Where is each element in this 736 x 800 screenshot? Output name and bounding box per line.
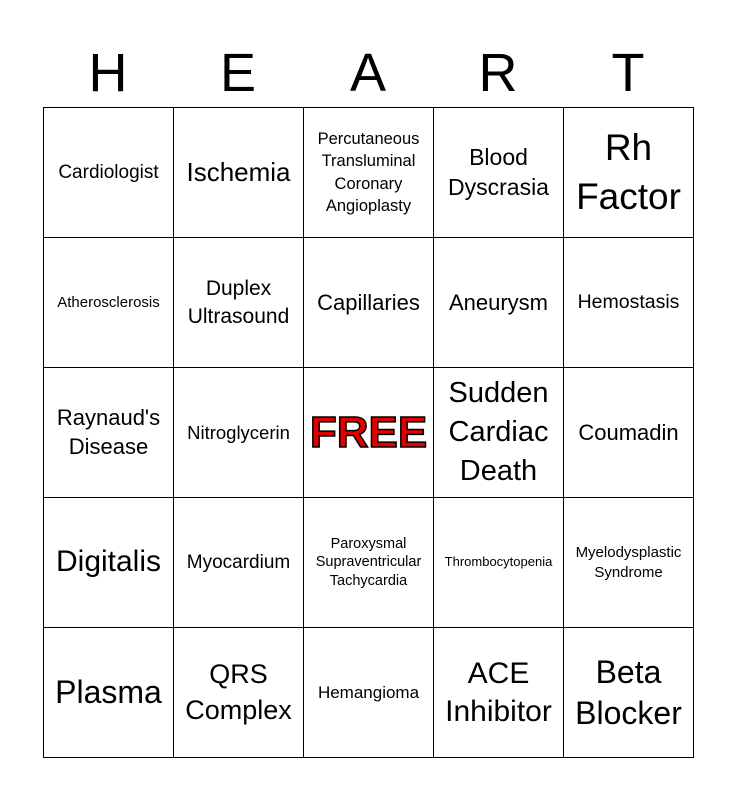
free-space-cell[interactable] — [304, 368, 434, 498]
bingo-cell[interactable] — [564, 238, 694, 368]
cell-term: QRS Complex — [185, 659, 292, 725]
cell-term: Atherosclerosis — [57, 293, 160, 311]
bingo-cell[interactable] — [434, 108, 564, 238]
bingo-cell[interactable] — [304, 238, 434, 368]
cell-term: Ischemia — [186, 156, 291, 187]
header-letter-a: A — [349, 43, 387, 103]
cell-term: Raynaud's Disease — [56, 404, 161, 459]
bingo-cell[interactable] — [174, 238, 304, 368]
bingo-cell[interactable] — [44, 108, 174, 238]
bingo-cell[interactable] — [434, 628, 564, 758]
bingo-header — [43, 42, 693, 104]
cell-term: Duplex Ultrasound — [187, 277, 290, 328]
cell-term: Coumadin — [578, 419, 679, 445]
bingo-cell[interactable] — [564, 108, 694, 238]
cell-term: Sudden Cardiac Death — [448, 377, 549, 487]
bingo-cell[interactable] — [304, 628, 434, 758]
bingo-cell[interactable] — [434, 498, 564, 628]
cell-term: Paroxysmal Supraventricular Tachycardia — [315, 535, 422, 589]
bingo-cell[interactable] — [434, 368, 564, 498]
bingo-cell[interactable] — [44, 368, 174, 498]
cell-term: Beta Blocker — [575, 653, 682, 731]
bingo-cell[interactable] — [174, 368, 304, 498]
cell-term: Myelodysplastic Syndrome — [575, 544, 682, 581]
bingo-cell[interactable] — [564, 628, 694, 758]
bingo-cell[interactable] — [44, 628, 174, 758]
bingo-grid — [43, 107, 694, 758]
bingo-cell[interactable] — [564, 368, 694, 498]
header-letter-e: E — [219, 43, 257, 103]
header-letter-r: R — [478, 43, 518, 103]
bingo-cell[interactable] — [434, 238, 564, 368]
cell-term: Capillaries — [317, 289, 420, 315]
cell-term: Cardiologist — [58, 161, 159, 183]
cell-term: Plasma — [55, 674, 162, 711]
cell-term: Rh Factor — [576, 127, 681, 217]
header-letter-h: H — [88, 43, 128, 103]
cell-term: Myocardium — [186, 551, 291, 573]
bingo-cell[interactable] — [174, 628, 304, 758]
cell-term: Hemostasis — [577, 291, 680, 314]
cell-term: Digitalis — [55, 545, 162, 579]
cell-term: Nitroglycerin — [187, 421, 290, 443]
bingo-cell[interactable] — [44, 238, 174, 368]
bingo-cell[interactable] — [174, 108, 304, 238]
cell-term: Blood Dyscrasia — [448, 144, 549, 200]
bingo-cell[interactable] — [564, 498, 694, 628]
cell-term: Percutaneous Transluminal Coronary Angioplasty — [317, 129, 420, 215]
bingo-cell[interactable] — [304, 108, 434, 238]
cell-term: Thrombocytopenia — [444, 554, 553, 570]
bingo-cell[interactable] — [304, 498, 434, 628]
cell-term: Hemangioma — [317, 682, 420, 702]
cell-term: Aneurysm — [448, 289, 549, 315]
header-letter-t: T — [611, 43, 645, 103]
free-space-label: FREE — [309, 407, 428, 457]
bingo-cell[interactable] — [174, 498, 304, 628]
bingo-cell[interactable] — [44, 498, 174, 628]
cell-term: ACE Inhibitor — [445, 656, 552, 728]
